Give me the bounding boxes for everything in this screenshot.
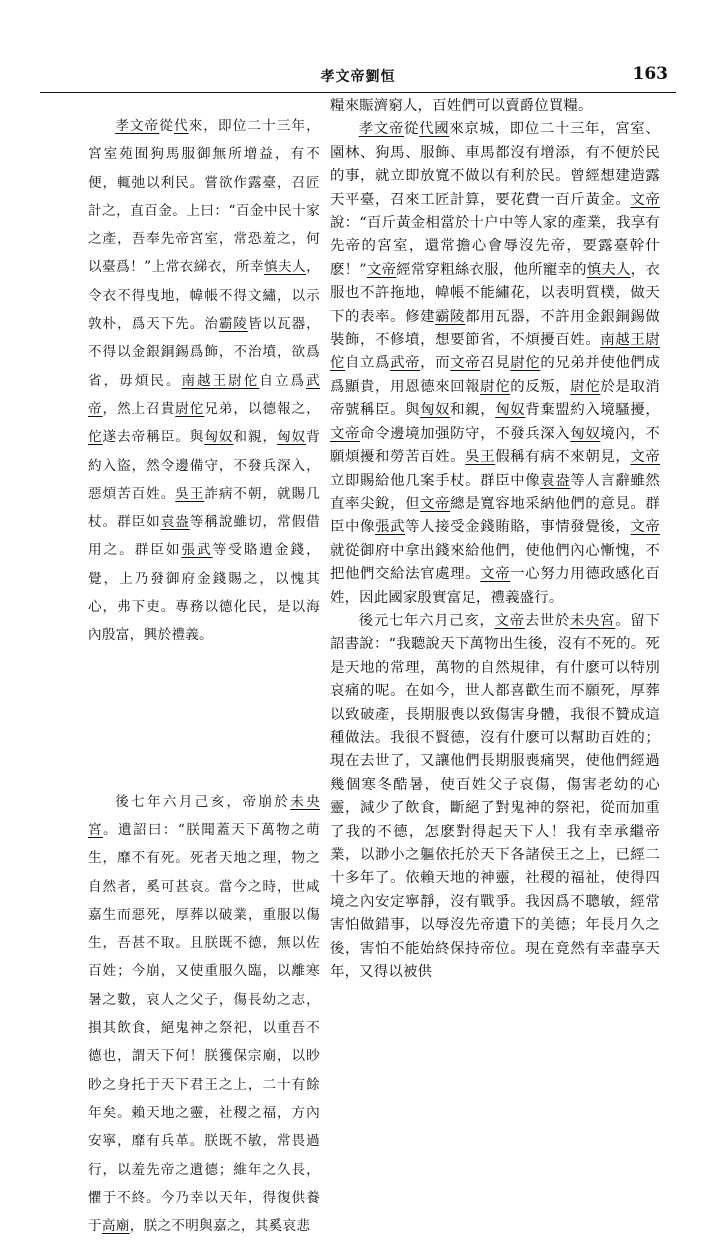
proper-name: 未央宮 — [569, 612, 616, 629]
text-run: 糧來賑濟窮人，百姓們可以賣爵位買糧。 — [330, 98, 593, 114]
text-run: 等稱說雖切，常假借用之。群臣如 — [88, 514, 321, 559]
proper-name: 文帝 — [420, 495, 451, 512]
proper-name: 文帝 — [366, 261, 397, 278]
text-run: 從 — [404, 121, 420, 138]
text-run: 兄弟，以德報之， — [204, 400, 320, 417]
text-run: ，衣服也不許拖地，幃帳不能繡花，以表明質樸，做天下的表率。修建 — [330, 261, 660, 325]
text-run: 的兄弟并使他們成爲顯貴，用恩德來回報 — [330, 355, 661, 395]
translation-paragraph-1 — [330, 118, 660, 610]
proper-name: 南越王尉佗 — [181, 372, 260, 389]
proper-name: 袁盎 — [540, 472, 571, 489]
text-run: 都用瓦器，不許用金銀銅錫做裝飾，不修墳，想要節省，不煩擾百姓。 — [330, 308, 661, 349]
text-run: 經常穿粗絲衣服，他所寵幸的 — [396, 261, 587, 278]
text-run: ，朕之不明與嘉之，其奚哀悲 — [129, 1218, 311, 1235]
proper-name: 張武 — [375, 519, 406, 536]
proper-name: 尉佗 — [175, 400, 205, 417]
text-run: 來，即位二十三年，宮室苑囿狗馬服御無所增益，有不便，輒弛以利民。嘗欲作露臺，召匠計之，直百金。上曰：“百金中民十家之產，吾奉先帝宮室，常恐羞之，何以臺爲！”上常衣綈衣，所幸 — [88, 118, 320, 276]
text-run: 說：“百斤黃金相當於十户中等人家的產業，我享有先帝的宮室，還常擔心會辱沒先帝，要露臺幹什麽！” — [330, 215, 660, 278]
text-run: 一心努力用德政感化百姓，因此國家殷實富足，禮義盛行。 — [330, 566, 660, 606]
proper-name: 武帝 — [390, 355, 421, 372]
text-run: 召見 — [480, 355, 511, 372]
proper-name: 南越王尉佗 — [330, 332, 660, 372]
proper-name: 霸陵 — [218, 316, 248, 333]
proper-name: 代國 — [419, 121, 450, 138]
text-run: 假稱有病不來朝見， — [495, 449, 631, 466]
text-run: 於是取消帝號稱臣。與 — [330, 378, 660, 419]
classical-paragraph-1 — [88, 112, 320, 650]
proper-name: 袁盎 — [160, 514, 190, 531]
proper-name: 文帝 — [630, 519, 660, 536]
text-run: ，而 — [420, 355, 451, 372]
proper-name: 慎夫人 — [586, 261, 631, 278]
text-run: 自立爲 — [259, 372, 307, 389]
text-run: 等人言辭雖然直率尖銳，但 — [330, 472, 660, 512]
proper-name: 文帝 — [630, 449, 660, 466]
proper-name: 高廟 — [101, 1218, 130, 1235]
proper-name: 張武 — [181, 542, 213, 559]
text-run: 等人接受金錢賄賂，事情發覺後， — [405, 519, 631, 536]
text-run: 去世於 — [524, 612, 570, 629]
translation-paragraph-2 — [330, 610, 660, 985]
proper-name: 尉佗 — [570, 378, 601, 395]
text-run: 和親， — [450, 402, 496, 419]
page-header — [40, 62, 676, 90]
proper-name: 文帝 — [494, 612, 525, 629]
proper-name: 匈奴 — [495, 402, 526, 419]
text-run: 立即賜給他几案手杖。群臣中像 — [330, 472, 541, 489]
proper-name: 武帝 — [88, 372, 320, 417]
proper-name: 文帝 — [480, 566, 511, 583]
classical-text-column — [88, 112, 320, 1240]
classical-paragraph-2 — [88, 788, 320, 1240]
proper-name: 匈奴 — [420, 402, 451, 419]
proper-name: 代 — [173, 118, 189, 134]
text-run: 。留下詔書說：“我聽說天下萬物出生後，沒有不死的。死是天地的常理，萬物的自然規律，有什麽可以特別哀痛的呢。在如今，世人都喜歡生而不願死，厚葬以致破產，長期服喪以致傷害身體，我很不贊成這種做法。我很不賢德，沒有什麽可以幫助百姓的；現在去世了，又讓他們長期服喪痛哭，使他們經過幾個寒冬酷暑，使百姓父子哀傷，傷害老幼的心靈，減少了飲食，斷絕了對鬼神的祭祀，從而加重了我的不德，怎麽對得起天下人！我有幸承繼帝業，以渺小之軀依托於天下各諸侯王之上，已經二十多年了。依賴天地的神靈，社稷的福祉，使得四境之內安定寧靜，沒有戰爭。我因爲不聰敏，經常害怕做錯事，以辱沒先帝遺下的美德；年長月久之後，害怕不能始終保持帝位。現在竟然有幸盡享天年，又得以被供 — [330, 612, 660, 981]
proper-name: 尉佗 — [480, 378, 511, 395]
proper-name: 孝文帝 — [115, 118, 160, 134]
proper-name: 文帝 — [450, 355, 481, 372]
text-run: 詐病不朝，就賜几杖。群臣如 — [88, 485, 320, 531]
text-run: 遂去帝稱臣。與 — [102, 429, 205, 446]
proper-name: 吳王 — [175, 485, 205, 502]
text-run: 後七年六月己亥，帝崩於 — [115, 793, 291, 810]
proper-name: 未央宮 — [88, 793, 320, 838]
proper-name: 慎夫人 — [263, 259, 307, 276]
proper-name: 文帝 — [330, 425, 361, 442]
text-run: 就從御府中拿出錢來給他們，使他們內心慚愧，不把他們交給法官處理。 — [330, 542, 660, 583]
page-number: 163 — [632, 64, 668, 84]
proper-name: 吳王 — [465, 449, 496, 466]
text-run: 等受賂遺金錢，覺，上乃發御府金錢賜之，以愧其心，弗下吏。專務以德化民，是以海內殷富，興於禮義。 — [88, 542, 320, 644]
text-run: 和親， — [233, 429, 277, 446]
text-run: 自立爲 — [345, 355, 391, 372]
text-run: ，令衣不得曳地，幃帳不得文繡，以示敦朴，爲天下先。治 — [88, 259, 320, 333]
text-run: ，然上召貴 — [102, 400, 176, 417]
text-run: 。遺詔曰：“朕聞蓋天下萬物之萌生，靡不有死。死者天地之理，物之自然者，奚可甚哀。當今之時，世咸嘉生而惡死，厚葬以破業，重服以傷生，吾甚不取。且朕既不德，無以佐百姓；今崩，又使重服久臨，以離寒暑之數，哀人之父子，傷長幼之志，損其飲食，絕鬼神之祭祀，以重吾不德也，謂天下何！朕獲保宗廟，以眇眇之身托于天下君王之上，二十有餘年矣。賴天地之靈，社稷之福，方內安寧，靡有兵革。朕既不敏，常畏過行，以羞先帝之遺德；維年之久長，懼于不終。今乃幸以天年，得復供養于 — [88, 821, 320, 1235]
text-run: 境內，不願煩擾和勞苦百姓。 — [330, 425, 660, 466]
translation-column — [330, 95, 660, 984]
text-run: 背棄盟約入境騷擾， — [525, 402, 660, 419]
proper-name: 匈奴 — [204, 429, 234, 446]
proper-name: 尉佗 — [510, 355, 541, 372]
text-run: 皆以瓦器，不得以金銀銅錫爲飾，不治墳，欲爲省，毋煩民。 — [88, 316, 321, 389]
proper-name: 孝文帝 — [358, 121, 405, 138]
text-run: 從 — [159, 118, 174, 134]
proper-name: 霸陵 — [435, 308, 466, 325]
header-rule — [40, 92, 676, 93]
text-run: 來京城，即位二十三年，宮室、園林、狗馬、服飾、車馬都沒有增添，有不便於民的事，就立即放寬不做以有利於民。曾經想建造露天平臺，召來工匠計算，要花費一百斤黃金。 — [330, 121, 660, 208]
proper-name: 匈奴 — [570, 425, 601, 442]
text-run: 總是寬容地采納他們的意見。群臣中像 — [330, 495, 661, 536]
text-run: 背約入盜，然令邊備守，不發兵深入，惡煩苦百姓。 — [88, 429, 320, 502]
proper-name: 文帝 — [630, 191, 660, 208]
proper-name: 佗 — [88, 429, 103, 446]
paragraph-gap — [88, 650, 320, 788]
proper-name: 匈奴 — [277, 429, 307, 446]
text-run: 命令邊境加强防守，不發兵深入 — [360, 425, 571, 442]
translation-paragraph-0 — [330, 95, 660, 118]
running-title: 孝文帝劉恒 — [320, 69, 396, 85]
text-run: 後元七年六月己亥， — [358, 612, 495, 629]
text-run: 的反叛， — [510, 378, 571, 395]
